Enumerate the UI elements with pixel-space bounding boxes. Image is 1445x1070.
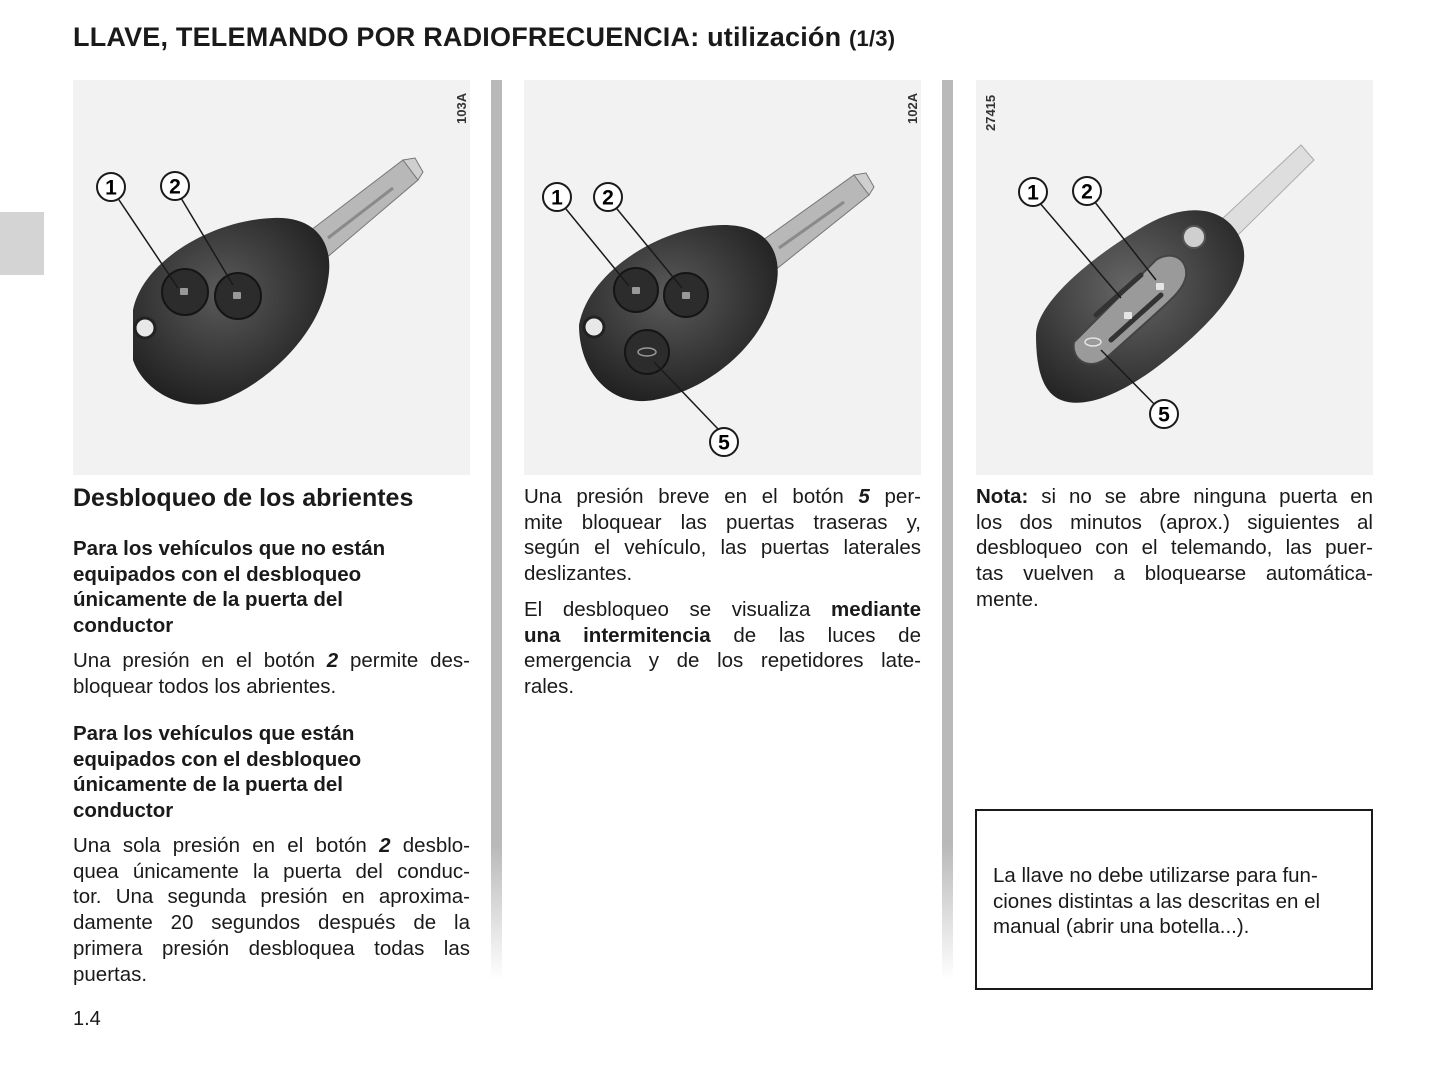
note-label: Nota:: [976, 485, 1029, 508]
figure-flip-key: [976, 80, 1373, 475]
subheading-line: conductor: [73, 613, 174, 637]
subheading-line: únicamente de la puerta del: [73, 588, 343, 611]
page-title: [73, 22, 895, 53]
warning-line: ciones distintas a las descritas en el: [993, 889, 1321, 913]
figure-two-button-key: [73, 80, 470, 475]
figure-ref: 27415: [983, 94, 998, 131]
callout-5: 5: [1158, 403, 1170, 427]
subheading-line: equipados con el desbloqueo: [73, 562, 362, 586]
figure-ref: 102A: [905, 92, 920, 124]
paragraph-button-5: Una presión breve en el botón 5 per- mite bloquear las puertas traseras y, según el vehículo, las puertas laterales deslizantes.: [524, 485, 921, 586]
callout-1: 1: [551, 186, 563, 210]
subheading-equipped: [73, 721, 473, 823]
subheading-not-equipped: [73, 536, 473, 638]
callout-2: 2: [1081, 180, 1093, 204]
paragraph-indicator: El desbloqueo se visualiza mediante una intermitencia de las luces de emergencia y de los repetidores late- rales.: [524, 598, 921, 699]
subheading-line: Para los vehículos que no están: [73, 537, 386, 560]
subheading-line: Para los vehículos que están: [73, 722, 355, 745]
callout-2: 2: [602, 186, 614, 210]
warning-line: La llave no debe utilizarse para fun-: [993, 864, 1318, 887]
subheading-line: conductor: [73, 798, 174, 822]
callout-2: 2: [169, 175, 181, 199]
section-heading: Desbloqueo de los abrientes: [73, 484, 414, 512]
paragraph-driver-door: Una sola presión en el botón 2 desblo- quea únicamente la puerta del conduc- tor. Una segunda presión en aproxima- damente 20 segundos después de la primera presión desbloquea todas las puertas.: [73, 834, 470, 986]
note-paragraph: Nota: si no se abre ninguna puerta en los dos minutos (aprox.) siguientes al desbloqueo con el telemando, las puer- tas vuelven a bloquearse automática- mente.: [976, 485, 1373, 611]
column-divider: [942, 80, 953, 980]
warning-line: manual (abrir una botella...).: [993, 915, 1250, 939]
title-sub: utilización: [707, 22, 842, 52]
section-tab-marker: [0, 212, 44, 275]
page-number: 1.4: [73, 1008, 101, 1030]
warning-box: [975, 809, 1373, 990]
title-page-indicator: (1/3): [849, 26, 896, 51]
subheading-line: equipados con el desbloqueo: [73, 747, 362, 771]
callout-1: 1: [1027, 181, 1039, 205]
callout-5: 5: [718, 431, 730, 455]
subheading-line: únicamente de la puerta del: [73, 773, 343, 796]
figure-ref: 103A: [454, 92, 469, 124]
column-divider: [491, 80, 502, 980]
title-main: LLAVE, TELEMANDO POR RADIOFRECUENCIA:: [73, 22, 700, 52]
paragraph-unlock-all: Una presión en el botón 2 permite des- bloquear todos los abrientes.: [73, 649, 470, 698]
figure-three-button-key: [524, 80, 921, 475]
callout-1: 1: [105, 176, 117, 200]
